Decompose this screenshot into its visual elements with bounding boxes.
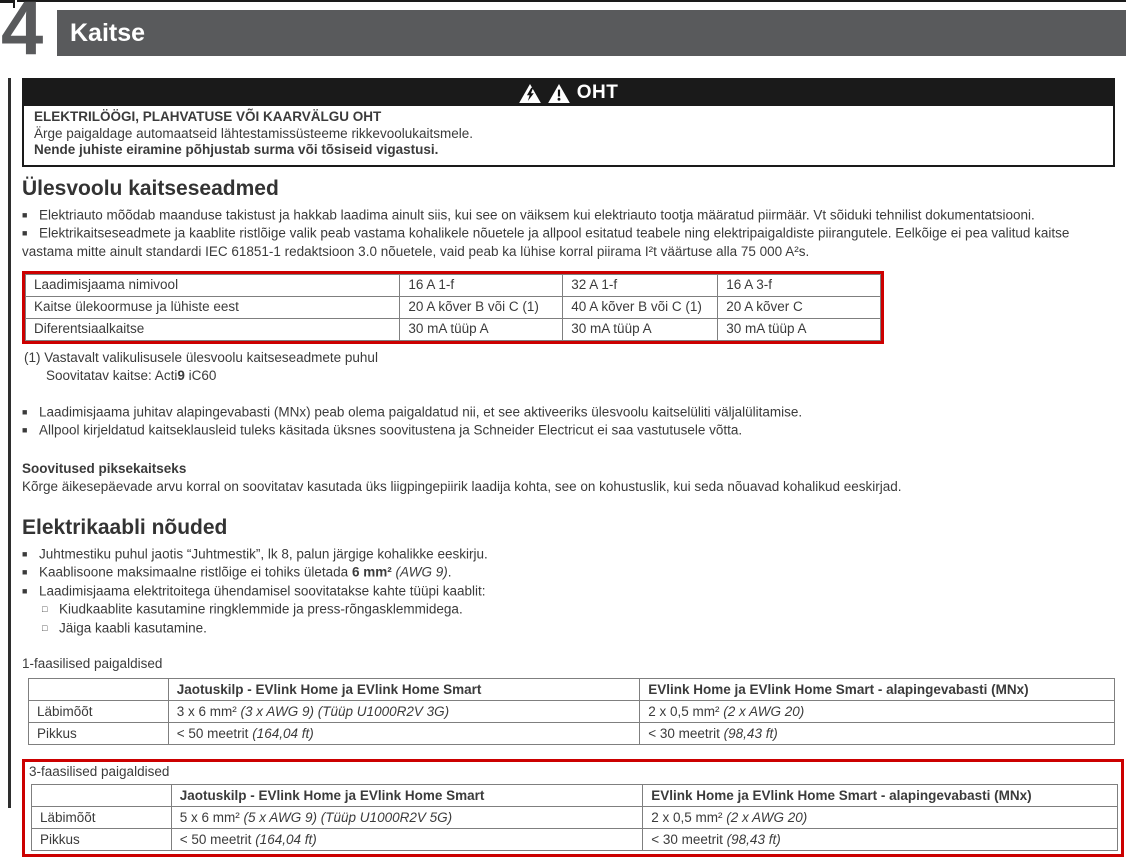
- table-cell: 32 A 1-f: [563, 274, 718, 296]
- three-phase-red-highlight: [22, 759, 1124, 857]
- column-header-distribution: Jaotuskilp - EVlink Home ja EVlink Home Smart: [168, 679, 639, 701]
- row-label: Pikkus: [32, 829, 172, 851]
- table-cell: < 50 meetrit (164,04 ft): [168, 723, 639, 745]
- hollow-square-bullet-icon: □: [42, 622, 48, 633]
- upstream-bullet-4: ■ Allpool kirjeldatud kaitseklausleid tuleks käsitada üksnes soovitustena ja Schneider Electricut ei saa vastutusele võtta.: [22, 422, 743, 438]
- square-bullet-icon: ■: [22, 425, 28, 435]
- danger-instruction: Ärge paigaldage automaatseid lähtestamissüsteeme rikkevoolukaitsmele.: [34, 125, 473, 141]
- chapter-header-bar: [57, 10, 1126, 56]
- warning-exclamation-triangle-icon: [548, 84, 570, 103]
- chapter-title: Kaitse: [70, 19, 146, 47]
- column-header-mnx: EVlink Home ja EVlink Home Smart - alapingevabasti (MNx): [643, 785, 1118, 807]
- table-cell: 16 A 1-f: [400, 274, 563, 296]
- table-cell: 30 mA tüüp A: [563, 318, 718, 340]
- chapter-number: 4: [1, 0, 42, 71]
- table-footnote: [24, 349, 1115, 385]
- square-bullet-icon: ■: [22, 228, 28, 238]
- danger-heading: ELEKTRILÖÖGI, PLAHVATUSE VÕI KAARVÄLGU OHT: [34, 109, 382, 124]
- table-cell: 2 x 0,5 mm² (2 x AWG 20): [640, 701, 1115, 723]
- hollow-square-bullet-icon: □: [42, 604, 48, 614]
- table-row: [29, 679, 1115, 701]
- page-top-rule-right: [17, 0, 1126, 2]
- cable-sub-bullet-2: □ Jäiga kaabli kasutamine.: [42, 620, 207, 635]
- overcurrent-protection-table: [25, 274, 881, 341]
- table-row: [32, 785, 1118, 807]
- table-cell: Laadimisjaama nimivool: [26, 274, 400, 296]
- cable-sub-bullet-1: □ Kiudkaablite kasutamine ringklemmide ja press-rõngasklemmidega.: [42, 601, 463, 617]
- cable-bullet-1: ■ Juhtmestiku puhul jaotis “Juhtmestik”, lk 8, palun järgige kohalikke eeskirju.: [22, 546, 488, 561]
- table-row: [29, 723, 1115, 745]
- row-label: Läbimõõt: [29, 701, 169, 723]
- table-cell: < 50 meetrit (164,04 ft): [171, 829, 642, 851]
- table-cell: 5 x 6 mm² (5 x AWG 9) (Tüüp U1000R2V 5G): [171, 807, 642, 829]
- table-row: [29, 701, 1115, 723]
- footnote-line-1: (1) Vastavalt valikulisusele ülesvoolu kaitseseadmete puhul: [24, 349, 378, 365]
- table-row: [26, 318, 881, 340]
- left-margin-change-bar: [8, 78, 11, 808]
- square-bullet-icon: ■: [22, 209, 28, 220]
- row-label: Pikkus: [29, 723, 169, 745]
- square-bullet-icon: ■: [22, 406, 28, 417]
- upstream-bullet-3: ■ Laadimisjaama juhitav alapingevabasti (MNx) peab olema paigaldatud nii, et see aktiveeriks ülesvoolu kaitselüliti väljalülitamise.: [22, 404, 803, 419]
- table-cell: 20 A kõver C: [718, 296, 881, 318]
- column-header-distribution: Jaotuskilp - EVlink Home ja EVlink Home Smart: [171, 785, 642, 807]
- single-phase-table: [28, 678, 1115, 745]
- table-cell: Kaitse ülekoormuse ja lühiste eest: [26, 296, 400, 318]
- row-label: Läbimõõt: [32, 807, 172, 829]
- danger-box-header: [24, 80, 1113, 106]
- table-cell-empty: [32, 785, 172, 807]
- table-row: [26, 274, 881, 296]
- danger-box: [22, 78, 1115, 167]
- danger-label: OHT: [576, 82, 619, 103]
- three-phase-caption: 3-faasilised paigaldised: [29, 764, 170, 779]
- three-phase-table: [31, 784, 1118, 851]
- table-cell: 30 mA tüüp A: [718, 318, 881, 340]
- table-cell: Diferentsiaalkaitse: [26, 318, 400, 340]
- electric-hazard-triangle-icon: [519, 84, 541, 103]
- table-cell-empty: [29, 679, 169, 701]
- square-bullet-icon: ■: [22, 567, 28, 577]
- table-cell: 3 x 6 mm² (3 x AWG 9) (Tüüp U1000R2V 3G): [168, 701, 639, 723]
- table-cell: < 30 meetrit (98,43 ft): [643, 829, 1118, 851]
- upstream-bullet-1: ■ Elektriauto mõõdab maanduse takistust ja hakkab laadima ainult siis, kui see on väiksem kui elektriauto tootja määratud piirmäär. Vt sõiduki tehnilist dokumentatsiooni.: [22, 207, 1035, 222]
- table-row: [32, 829, 1118, 851]
- page-content: [22, 78, 1115, 857]
- section-title-upstream: Ülesvoolu kaitseseadmed: [22, 176, 279, 200]
- cable-bullet-3: ■ Laadimisjaama elektritoitega ühendamisel soovitatakse kahte tüüpi kaablit:: [22, 583, 486, 598]
- overcurrent-table-red-highlight: [22, 271, 884, 344]
- table-cell: < 30 meetrit (98,43 ft): [640, 723, 1115, 745]
- column-header-mnx: EVlink Home ja EVlink Home Smart - alapingevabasti (MNx): [640, 679, 1115, 701]
- footnote-line-2: Soovitatav kaitse: Acti9 iC60: [46, 367, 217, 383]
- table-cell: 40 A kõver B või C (1): [563, 296, 718, 318]
- upstream-bullet-2: ■ Elektrikaitseseadmete ja kaablite ristlõige valik peab vastama kohalikele nõuetele ja allpool esitatud teabele ning elektripaigaldiste piirangutele. Eelkõige ei pea valitud kaitse vastama mitte ainult standardi IEC 61851-1 redaktsioon 3.0 nõuetele, vaid peab ka lühise korral piirama I²t väärtuse alla 75 000 A²s.: [22, 225, 1070, 259]
- table-row: [26, 296, 881, 318]
- lightning-protection-text: Kõrge äikesepäevade arvu korral on soovitatav kasutada üks liigpingepiirik laadija kohta, see on kohustuslik, kui seda nõuavad kohalikud eeskirjad.: [22, 478, 902, 494]
- table-cell: 30 mA tüüp A: [400, 318, 563, 340]
- danger-consequence: Nende juhiste eiramine põhjustab surma või tõsiseid vigastusi.: [34, 142, 439, 157]
- cable-bullet-2: ■ Kaablisoone maksimaalne ristlõige ei tohiks ületada 6 mm² (AWG 9).: [22, 564, 452, 580]
- table-cell: 16 A 3-f: [718, 274, 881, 296]
- square-bullet-icon: ■: [22, 548, 28, 559]
- table-cell: 20 A kõver B või C (1): [400, 296, 563, 318]
- danger-box-body: [24, 106, 1113, 165]
- single-phase-caption: 1-faasilised paigaldised: [22, 656, 163, 671]
- square-bullet-icon: ■: [22, 585, 28, 596]
- table-row: [32, 807, 1118, 829]
- lightning-protection-title: Soovitused piksekaitseks: [22, 460, 187, 476]
- section-title-cable: Elektrikaabli nõuded: [22, 515, 228, 539]
- table-cell: 2 x 0,5 mm² (2 x AWG 20): [643, 807, 1118, 829]
